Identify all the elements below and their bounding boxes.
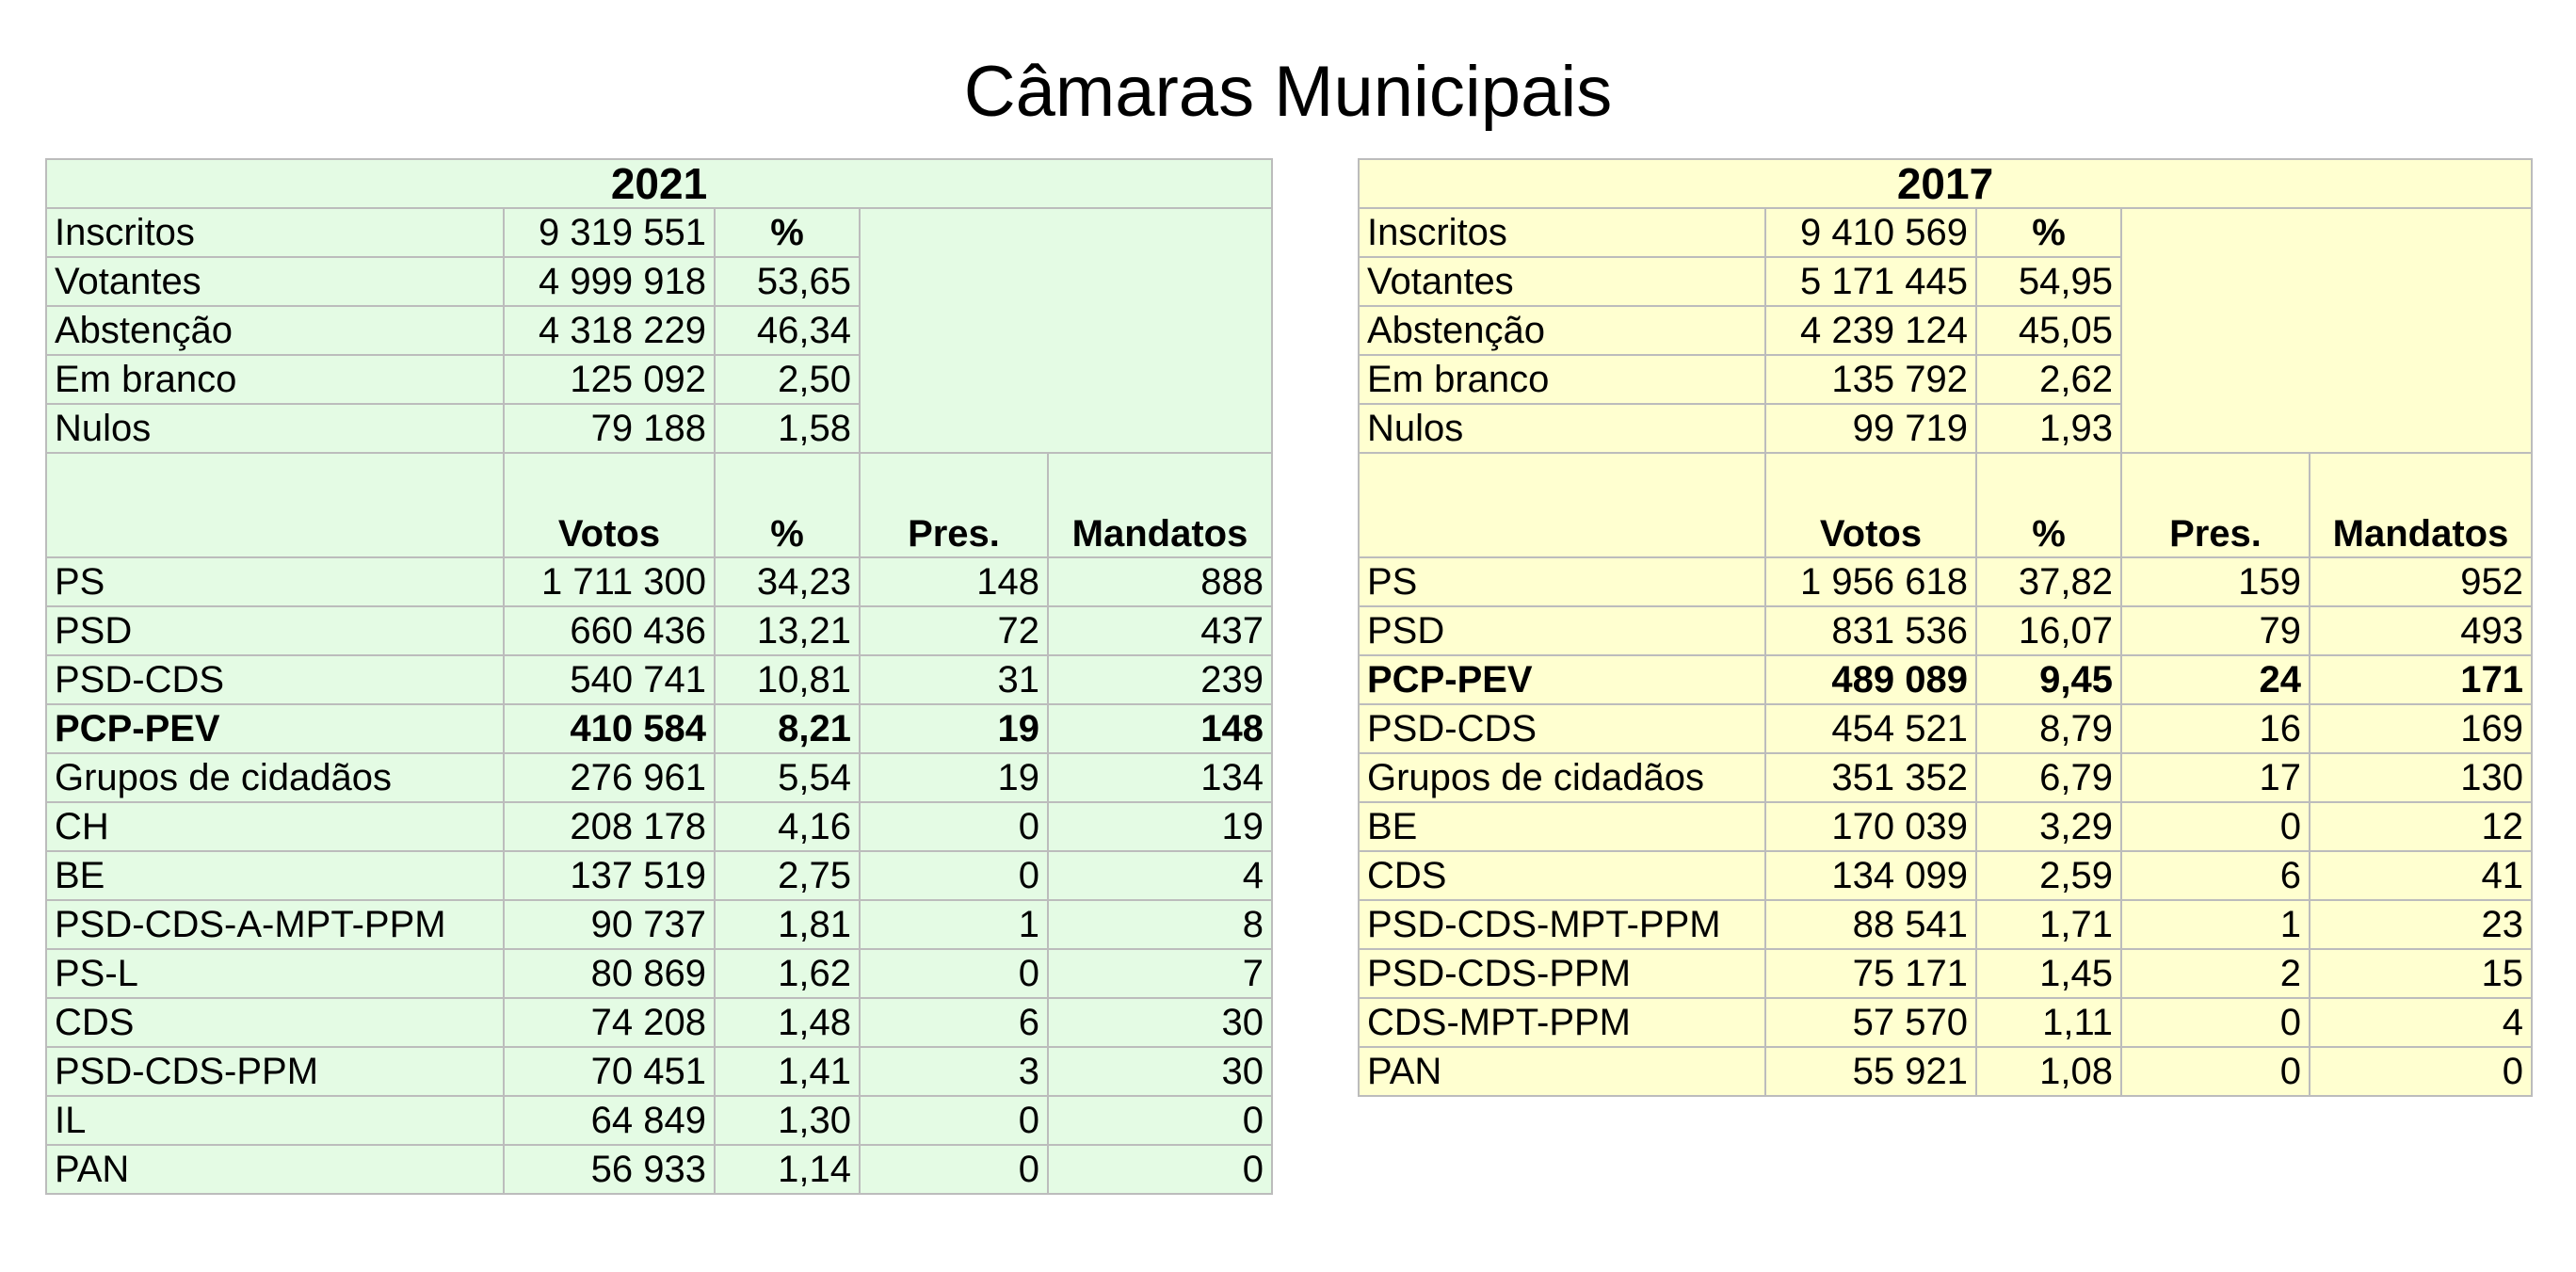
summary-label: Nulos xyxy=(1359,404,1765,453)
table-row xyxy=(46,1047,1272,1096)
party-name: PS xyxy=(46,557,504,606)
table-row xyxy=(1359,704,2532,753)
party-votos: 454 521 xyxy=(1765,704,1976,753)
party-mandatos: 0 xyxy=(1048,1096,1272,1145)
party-name: PCP-PEV xyxy=(46,704,504,753)
party-mandatos: 12 xyxy=(2310,802,2532,851)
table-row xyxy=(1359,753,2532,802)
party-mandatos: 952 xyxy=(2310,557,2532,606)
party-mandatos: 0 xyxy=(1048,1145,1272,1194)
year-header: 2021 xyxy=(46,159,1272,208)
summary-label: Inscritos xyxy=(46,208,504,257)
party-pres: 1 xyxy=(2121,900,2310,949)
summary-value: 135 792 xyxy=(1765,355,1976,404)
summary-pct: % xyxy=(1976,208,2121,257)
summary-value: 9 319 551 xyxy=(504,208,715,257)
header-votos: Votos xyxy=(1765,453,1976,557)
header-blank xyxy=(1359,453,1765,557)
table-row xyxy=(46,606,1272,655)
party-name: Grupos de cidadãos xyxy=(1359,753,1765,802)
header-blank xyxy=(46,453,504,557)
party-mandatos: 19 xyxy=(1048,802,1272,851)
table-row xyxy=(1359,949,2532,998)
party-pct: 13,21 xyxy=(715,606,860,655)
party-pres: 0 xyxy=(2121,1047,2310,1096)
party-votos: 660 436 xyxy=(504,606,715,655)
party-mandatos: 169 xyxy=(2310,704,2532,753)
party-pct: 3,29 xyxy=(1976,802,2121,851)
party-pct: 5,54 xyxy=(715,753,860,802)
party-pct: 16,07 xyxy=(1976,606,2121,655)
party-name: CDS-MPT-PPM xyxy=(1359,998,1765,1047)
summary-label: Abstenção xyxy=(1359,306,1765,355)
table-row xyxy=(46,704,1272,753)
party-name: Grupos de cidadãos xyxy=(46,753,504,802)
party-mandatos: 239 xyxy=(1048,655,1272,704)
party-pres: 159 xyxy=(2121,557,2310,606)
party-name: BE xyxy=(1359,802,1765,851)
party-pres: 6 xyxy=(2121,851,2310,900)
party-mandatos: 130 xyxy=(2310,753,2532,802)
header-pct: % xyxy=(1976,453,2121,557)
table-2021-body xyxy=(46,159,1272,1194)
party-pct: 2,75 xyxy=(715,851,860,900)
party-name: PSD-CDS-A-MPT-PPM xyxy=(46,900,504,949)
summary-pct: 1,93 xyxy=(1976,404,2121,453)
party-votos: 276 961 xyxy=(504,753,715,802)
party-name: PSD xyxy=(46,606,504,655)
summary-label: Votantes xyxy=(46,257,504,306)
table-row xyxy=(1359,802,2532,851)
party-name: PSD-CDS-PPM xyxy=(46,1047,504,1096)
party-pct: 8,79 xyxy=(1976,704,2121,753)
party-pres: 0 xyxy=(860,802,1048,851)
table-row xyxy=(46,998,1272,1047)
party-mandatos: 30 xyxy=(1048,1047,1272,1096)
party-pct: 1,45 xyxy=(1976,949,2121,998)
summary-blank xyxy=(2121,208,2532,453)
table-row xyxy=(1359,900,2532,949)
party-name: PSD-CDS xyxy=(46,655,504,704)
party-pres: 19 xyxy=(860,753,1048,802)
party-pres: 17 xyxy=(2121,753,2310,802)
table-row xyxy=(46,753,1272,802)
party-mandatos: 493 xyxy=(2310,606,2532,655)
party-mandatos: 4 xyxy=(2310,998,2532,1047)
party-pct: 4,16 xyxy=(715,802,860,851)
party-pres: 148 xyxy=(860,557,1048,606)
party-pres: 2 xyxy=(2121,949,2310,998)
party-pres: 79 xyxy=(2121,606,2310,655)
summary-value: 5 171 445 xyxy=(1765,257,1976,306)
table-row xyxy=(46,802,1272,851)
party-votos: 410 584 xyxy=(504,704,715,753)
summary-label: Inscritos xyxy=(1359,208,1765,257)
summary-pct: 54,95 xyxy=(1976,257,2121,306)
party-pres: 0 xyxy=(860,1096,1048,1145)
summary-row xyxy=(1359,208,2532,257)
party-mandatos: 4 xyxy=(1048,851,1272,900)
party-pct: 34,23 xyxy=(715,557,860,606)
summary-row xyxy=(46,208,1272,257)
table-row xyxy=(46,851,1272,900)
party-pres: 1 xyxy=(860,900,1048,949)
party-mandatos: 15 xyxy=(2310,949,2532,998)
party-name: IL xyxy=(46,1096,504,1145)
table-2017 xyxy=(1358,158,2533,1097)
party-pct: 8,21 xyxy=(715,704,860,753)
party-name: CDS xyxy=(46,998,504,1047)
party-pres: 3 xyxy=(860,1047,1048,1096)
column-header-row xyxy=(1359,453,2532,557)
party-pct: 1,30 xyxy=(715,1096,860,1145)
party-name: PAN xyxy=(1359,1047,1765,1096)
party-mandatos: 41 xyxy=(2310,851,2532,900)
year-row xyxy=(1359,159,2532,208)
summary-value: 4 318 229 xyxy=(504,306,715,355)
party-votos: 208 178 xyxy=(504,802,715,851)
party-mandatos: 134 xyxy=(1048,753,1272,802)
summary-pct: 46,34 xyxy=(715,306,860,355)
summary-blank xyxy=(860,208,1272,453)
header-mandatos: Mandatos xyxy=(1048,453,1272,557)
party-mandatos: 0 xyxy=(2310,1047,2532,1096)
summary-pct: 1,58 xyxy=(715,404,860,453)
header-pres: Pres. xyxy=(2121,453,2310,557)
party-name: PSD-CDS xyxy=(1359,704,1765,753)
summary-pct: 53,65 xyxy=(715,257,860,306)
party-pct: 1,08 xyxy=(1976,1047,2121,1096)
summary-pct: 45,05 xyxy=(1976,306,2121,355)
party-mandatos: 888 xyxy=(1048,557,1272,606)
party-name: BE xyxy=(46,851,504,900)
party-mandatos: 437 xyxy=(1048,606,1272,655)
party-pres: 6 xyxy=(860,998,1048,1047)
table-row xyxy=(1359,1047,2532,1096)
table-row xyxy=(46,655,1272,704)
summary-label: Em branco xyxy=(46,355,504,404)
party-mandatos: 8 xyxy=(1048,900,1272,949)
party-name: PS xyxy=(1359,557,1765,606)
party-pct: 6,79 xyxy=(1976,753,2121,802)
summary-value: 4 999 918 xyxy=(504,257,715,306)
party-pct: 9,45 xyxy=(1976,655,2121,704)
table-row xyxy=(1359,606,2532,655)
party-mandatos: 23 xyxy=(2310,900,2532,949)
party-votos: 137 519 xyxy=(504,851,715,900)
year-header: 2017 xyxy=(1359,159,2532,208)
party-name: PSD xyxy=(1359,606,1765,655)
header-pct: % xyxy=(715,453,860,557)
party-name: CDS xyxy=(1359,851,1765,900)
summary-label: Nulos xyxy=(46,404,504,453)
party-pres: 0 xyxy=(2121,998,2310,1047)
party-name: PS-L xyxy=(46,949,504,998)
summary-label: Abstenção xyxy=(46,306,504,355)
party-pres: 72 xyxy=(860,606,1048,655)
header-mandatos: Mandatos xyxy=(2310,453,2532,557)
table-row xyxy=(1359,998,2532,1047)
party-pct: 1,62 xyxy=(715,949,860,998)
party-votos: 56 933 xyxy=(504,1145,715,1194)
table-row xyxy=(46,1096,1272,1145)
party-pres: 19 xyxy=(860,704,1048,753)
party-votos: 90 737 xyxy=(504,900,715,949)
party-votos: 831 536 xyxy=(1765,606,1976,655)
party-votos: 80 869 xyxy=(504,949,715,998)
party-name: PSD-CDS-MPT-PPM xyxy=(1359,900,1765,949)
party-mandatos: 7 xyxy=(1048,949,1272,998)
party-votos: 75 171 xyxy=(1765,949,1976,998)
party-name: PAN xyxy=(46,1145,504,1194)
summary-value: 99 719 xyxy=(1765,404,1976,453)
header-votos: Votos xyxy=(504,453,715,557)
party-votos: 57 570 xyxy=(1765,998,1976,1047)
party-pct: 2,59 xyxy=(1976,851,2121,900)
year-row xyxy=(46,159,1272,208)
party-votos: 351 352 xyxy=(1765,753,1976,802)
table-row xyxy=(1359,557,2532,606)
header-pres: Pres. xyxy=(860,453,1048,557)
party-name: CH xyxy=(46,802,504,851)
summary-label: Em branco xyxy=(1359,355,1765,404)
summary-value: 125 092 xyxy=(504,355,715,404)
party-mandatos: 148 xyxy=(1048,704,1272,753)
party-pct: 1,41 xyxy=(715,1047,860,1096)
party-votos: 540 741 xyxy=(504,655,715,704)
summary-pct: % xyxy=(715,208,860,257)
party-pres: 0 xyxy=(860,1145,1048,1194)
party-name: PSD-CDS-PPM xyxy=(1359,949,1765,998)
party-pct: 1,71 xyxy=(1976,900,2121,949)
summary-pct: 2,62 xyxy=(1976,355,2121,404)
table-row xyxy=(46,1145,1272,1194)
party-pct: 1,11 xyxy=(1976,998,2121,1047)
page-title: Câmaras Municipais xyxy=(963,52,1613,132)
party-votos: 74 208 xyxy=(504,998,715,1047)
party-votos: 88 541 xyxy=(1765,900,1976,949)
table-row xyxy=(46,949,1272,998)
party-pct: 1,14 xyxy=(715,1145,860,1194)
party-pct: 10,81 xyxy=(715,655,860,704)
table-row xyxy=(46,900,1272,949)
party-pres: 16 xyxy=(2121,704,2310,753)
party-pres: 24 xyxy=(2121,655,2310,704)
party-pres: 0 xyxy=(860,851,1048,900)
table-row xyxy=(1359,655,2532,704)
party-votos: 170 039 xyxy=(1765,802,1976,851)
party-pct: 1,81 xyxy=(715,900,860,949)
party-votos: 1 956 618 xyxy=(1765,557,1976,606)
party-mandatos: 171 xyxy=(2310,655,2532,704)
summary-value: 4 239 124 xyxy=(1765,306,1976,355)
party-votos: 64 849 xyxy=(504,1096,715,1145)
summary-label: Votantes xyxy=(1359,257,1765,306)
party-pres: 0 xyxy=(860,949,1048,998)
party-votos: 134 099 xyxy=(1765,851,1976,900)
summary-value: 9 410 569 xyxy=(1765,208,1976,257)
party-mandatos: 30 xyxy=(1048,998,1272,1047)
party-pres: 0 xyxy=(2121,802,2310,851)
party-votos: 1 711 300 xyxy=(504,557,715,606)
summary-pct: 2,50 xyxy=(715,355,860,404)
table-row xyxy=(1359,851,2532,900)
table-2021 xyxy=(45,158,1273,1195)
party-votos: 70 451 xyxy=(504,1047,715,1096)
party-pct: 1,48 xyxy=(715,998,860,1047)
party-votos: 489 089 xyxy=(1765,655,1976,704)
table-row xyxy=(46,557,1272,606)
summary-value: 79 188 xyxy=(504,404,715,453)
party-name: PCP-PEV xyxy=(1359,655,1765,704)
table-2017-body xyxy=(1359,159,2532,1096)
party-pres: 31 xyxy=(860,655,1048,704)
column-header-row xyxy=(46,453,1272,557)
party-pct: 37,82 xyxy=(1976,557,2121,606)
party-votos: 55 921 xyxy=(1765,1047,1976,1096)
